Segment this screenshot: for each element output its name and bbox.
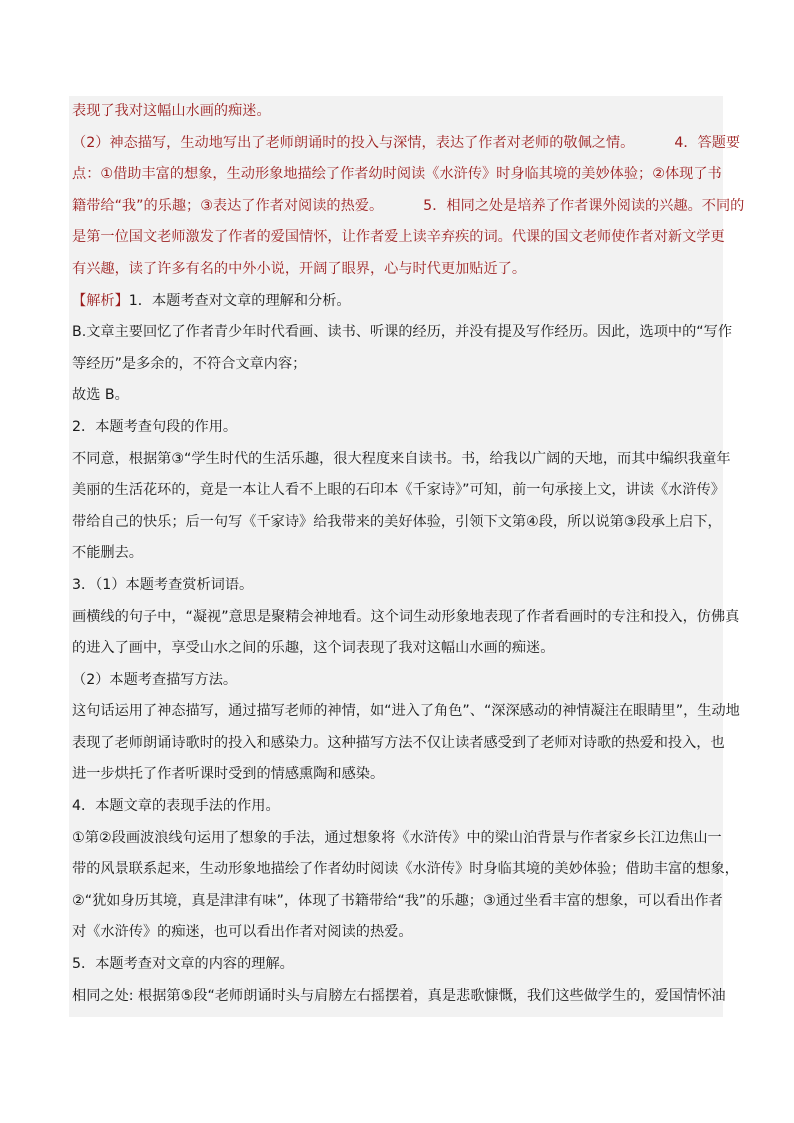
text-segment: 5．相同之处是培养了作者课外阅读的兴趣。不同的 [423,197,745,214]
text-line [72,602,740,634]
text-segment: 3．（1）本题考查赏析词语。 [72,576,254,593]
text-segment: B.文章主要回忆了作者青少年时代看画、读书、听课的经历，并没有提及写作经历。因此，选项中的“写作 [72,324,733,341]
text-segment: 带给自己的快乐；后一句写《千家诗》给我带来的美好体验，引领下文第④段，所以说第③段承上启下， [72,513,722,530]
text-segment: 4．本题文章的表现手法的作用。 [72,798,280,815]
text-line [72,886,723,918]
text-segment: 这句话运用了神态描写，通过描写老师的神情，如“进入了角色”、“深深感动的神情凝注在眼睛里”，生动地 [72,703,740,720]
text-line [72,823,722,855]
text-line [72,128,741,160]
text-segment: 有兴趣，读了许多有名的中外小说，开阔了眼界，心与时代更加贴近了。 [72,260,527,277]
text-segment: 等经历”是多余的，不符合文章内容； [72,355,307,372]
text-segment: 不同意，根据第③“学生时代的生活乐趣，很大程度来自读书。书，给我以广阔的天地，而其中编织我童年 [72,450,731,467]
text-segment: 【解析】 [72,292,129,309]
text-line [72,570,719,602]
text-line [72,317,733,349]
text-line [72,728,725,760]
text-segment: ②“犹如身历其境，真是津津有味”，体现了书籍带给“我”的乐趣；③通过坐看丰富的想象，可以看出作者 [72,892,723,909]
text-line [72,507,722,539]
text-line [72,254,719,286]
text-segment: 画横线的句子中，“凝视”意思是聚精会神地看。这个词生动形象地表现了作者看画时的专注和投入，仿佛真 [72,608,740,625]
text-segment: 的进入了画中，享受山水之间的乐趣，这个词表现了我对这幅山水画的痴迷。 [72,640,555,657]
text-segment: 2．本题考查句段的作用。 [72,418,238,435]
text-segment: 对《水浒传》的痴迷，也可以看出作者对阅读的热爱。 [72,924,413,941]
text-segment: 点：①借助丰富的想象，生动形象地描绘了作者幼时阅读《水浒传》时身临其境的美妙体验；②体现了书 [72,166,722,183]
text-line [72,917,719,949]
text-segment: 进一步烘托了作者听课时受到的情感熏陶和感染。 [72,766,385,783]
text-line [72,696,740,728]
text-line [72,949,719,981]
text-line [72,633,719,665]
text-segment: 4．答题要 [674,134,741,151]
text-line [72,380,719,412]
text-line [72,444,731,476]
text-segment: 故选 B。 [72,387,129,404]
text-line [72,412,719,444]
text-segment: 表现了我对这幅山水画的痴迷。 [72,103,271,119]
text-segment: 表现了老师朗诵诗歌时的投入和感染力。这种描写方法不仅让读者感受到了老师对诗歌的热爱和投入，也 [72,734,725,751]
text-line [72,475,725,507]
text-line [72,159,722,191]
text-line [72,191,745,223]
text-line [72,854,739,886]
text-segment: 1．本题考查对文章的理解和分析。 [128,292,351,309]
text-segment: 是第一位国文老师激发了作者的爱国情怀，让作者爱上读辛弃疾的词。代课的国文老师使作者对新文学更 [72,229,725,246]
text-line [72,538,719,570]
text-line [72,96,719,128]
text-line [72,349,719,381]
text-segment: （2）神态描写，生动地写出了老师朗诵时的投入与深情，表达了作者对老师的敬佩之情。 [72,134,635,151]
text-segment: 5．本题考查对文章的内容的理解。 [72,956,294,973]
text-segment: （2）本题考查描写方法。 [72,671,238,688]
text-line [72,791,719,823]
text-line [72,759,719,791]
text-segment: 不能删去。 [72,545,143,562]
text-segment: ①第②段画波浪线句运用了想象的手法，通过想象将《水浒传》中的梁山泊背景与作者家乡长江边焦山一 [72,829,722,846]
text-line [72,665,719,697]
text-line [72,222,725,254]
text-line [72,286,719,318]
text-segment: 籍带给“我”的乐趣；③表达了作者对阅读的热爱。 [72,197,384,214]
text-line [72,981,726,1013]
text-segment: 带的风景联系起来，生动形象地描绘了作者幼时阅读《水浒传》时身临其境的美妙体验；借助丰富的想象， [72,861,739,878]
text-segment: 美丽的生活花环的，竟是一本让人看不上眼的石印本《千家诗》”可知，前一句承接上文，讲读《水浒传》 [72,482,725,499]
answer-analysis-body [69,96,745,1017]
text-segment: 相同之处: 根据第⑤段“老师朗诵时头与肩膀左右摇摆着，真是悲歌慷慨，我们这些做学生的，爱国情怀油 [72,987,726,1004]
